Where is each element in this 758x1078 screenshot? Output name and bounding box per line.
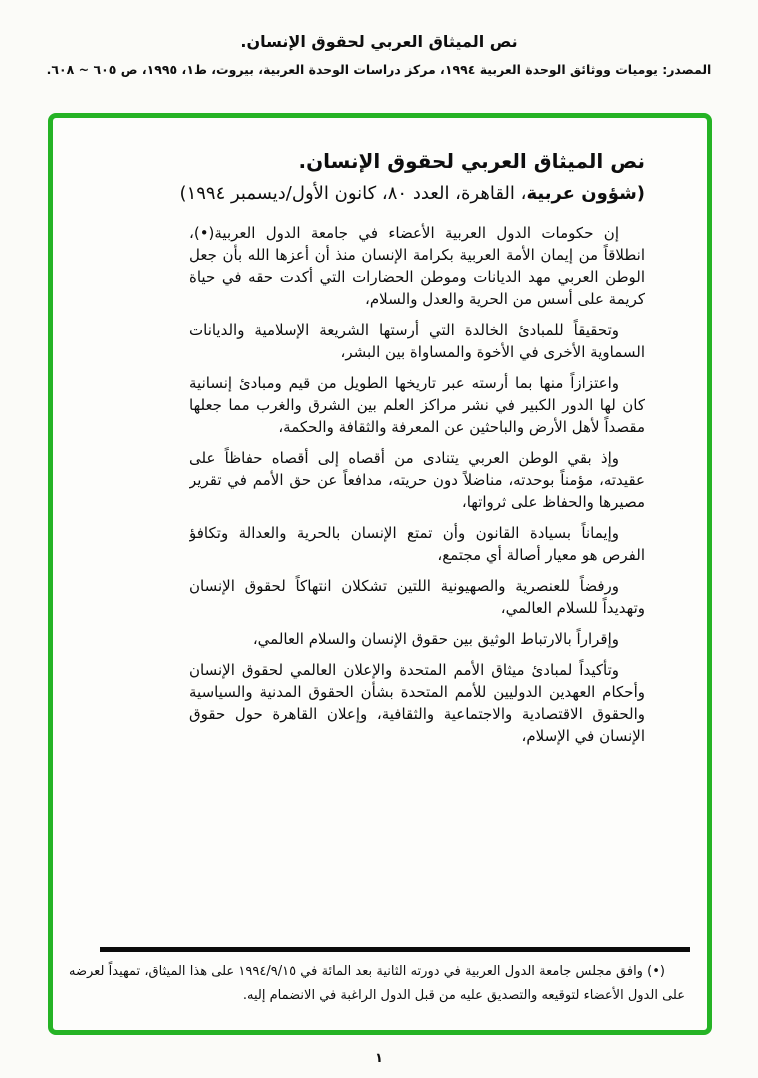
preamble-paragraph: وإقراراً بالارتباط الوثيق بين حقوق الإنسان والسلام العالمي،	[252, 630, 619, 648]
document-subtitle	[73, 182, 645, 206]
page-header-title: نص الميثاق العربي لحقوق الإنسان.	[240, 32, 518, 51]
footnote-text: (•) وافق مجلس جامعة الدول العربية في دورته الثانية بعد المائة في ١٩٩٤/٩/١٥ على هذا الميثاق، تمهيداً لعرضه على الدول الأعضاء لتوقيعه والتصديق عليه من قبل الدول الراغبة في الانضمام إليه.	[69, 964, 685, 1003]
preamble-paragraph: وتحقيقاً للمبادئ الخالدة التي أرستها الشريعة الإسلامية والديانات السماوية الأخرى في الأخوة والمساواة بين البشر،	[189, 321, 645, 361]
preamble-paragraphs	[189, 222, 645, 756]
preamble-paragraph: وإذ بقي الوطن العربي يتنادى من أقصاه إلى أقصاه حفاظاً على عقيدته، مؤمناً بوحدته، مناضلاً دون حريته، مدافعاً عن حق الأمم في تقرير مصيرها والحفاظ على ثرواتها،	[189, 449, 645, 511]
preamble-paragraph: ورفضاً للعنصرية والصهيونية اللتين تشكلان انتهاكاً لحقوق الإنسان وتهديداً للسلام العالمي،	[189, 577, 645, 617]
preamble-paragraph: إن حكومات الدول العربية الأعضاء في جامعة الدول العربية(•)، انطلاقاً من إيمان الأمة العربية بكرامة الإنسان منذ أن أعزها الله بأن جعل الوطن العربي مهد الديانات وموطن الحضارات التي أكدت حقه في حياة كريمة على أسس من الحرية والعدل والسلام،	[189, 224, 645, 308]
footnote-separator	[100, 947, 690, 952]
journal-name: (شؤون عربية	[526, 183, 645, 204]
document-title: نص الميثاق العربي لحقوق الإنسان.	[298, 149, 645, 173]
page-header-source: المصدر: يوميات ووثائق الوحدة العربية ١٩٩٤، مركز دراسات الوحدة العربية، بيروت، ط١، ١٩٩٥، ص ٦٠٥ ~ ٦٠٨.	[46, 62, 712, 77]
preamble-paragraph: وإيماناً بسيادة القانون وأن تمتع الإنسان بالحرية والعدالة وتكافؤ الفرص هو معيار أصالة أي مجتمع،	[189, 524, 645, 564]
preamble-paragraph: واعتزازاً منها بما أرسته عبر تاريخها الطويل من قيم ومبادئ إنسانية كان لها الدور الكبير في نشر مراكز العلم بين الشرق والغرب مما جعلها مقصداً لأهل الأرض والباحثين عن المعرفة والثقافة والحكمة،	[189, 374, 645, 436]
document-scan-frame	[48, 113, 712, 1035]
subtitle-rest: ، القاهرة، العدد ٨٠، كانون الأول/ديسمبر ١٩٩٤)	[179, 183, 527, 204]
preamble-paragraph: وتأكيداً لمبادئ ميثاق الأمم المتحدة والإعلان العالمي لحقوق الإنسان وأحكام العهدين الدوليين للأمم المتحدة بشأن الحقوق المدنية والسياسية والحقوق الاقتصادية والاجتماعية والثقافية، وإعلان القاهرة حول حقوق الإنسان في الإسلام،	[189, 661, 645, 745]
document-body	[53, 118, 707, 1030]
page-number: ١	[375, 1051, 383, 1066]
